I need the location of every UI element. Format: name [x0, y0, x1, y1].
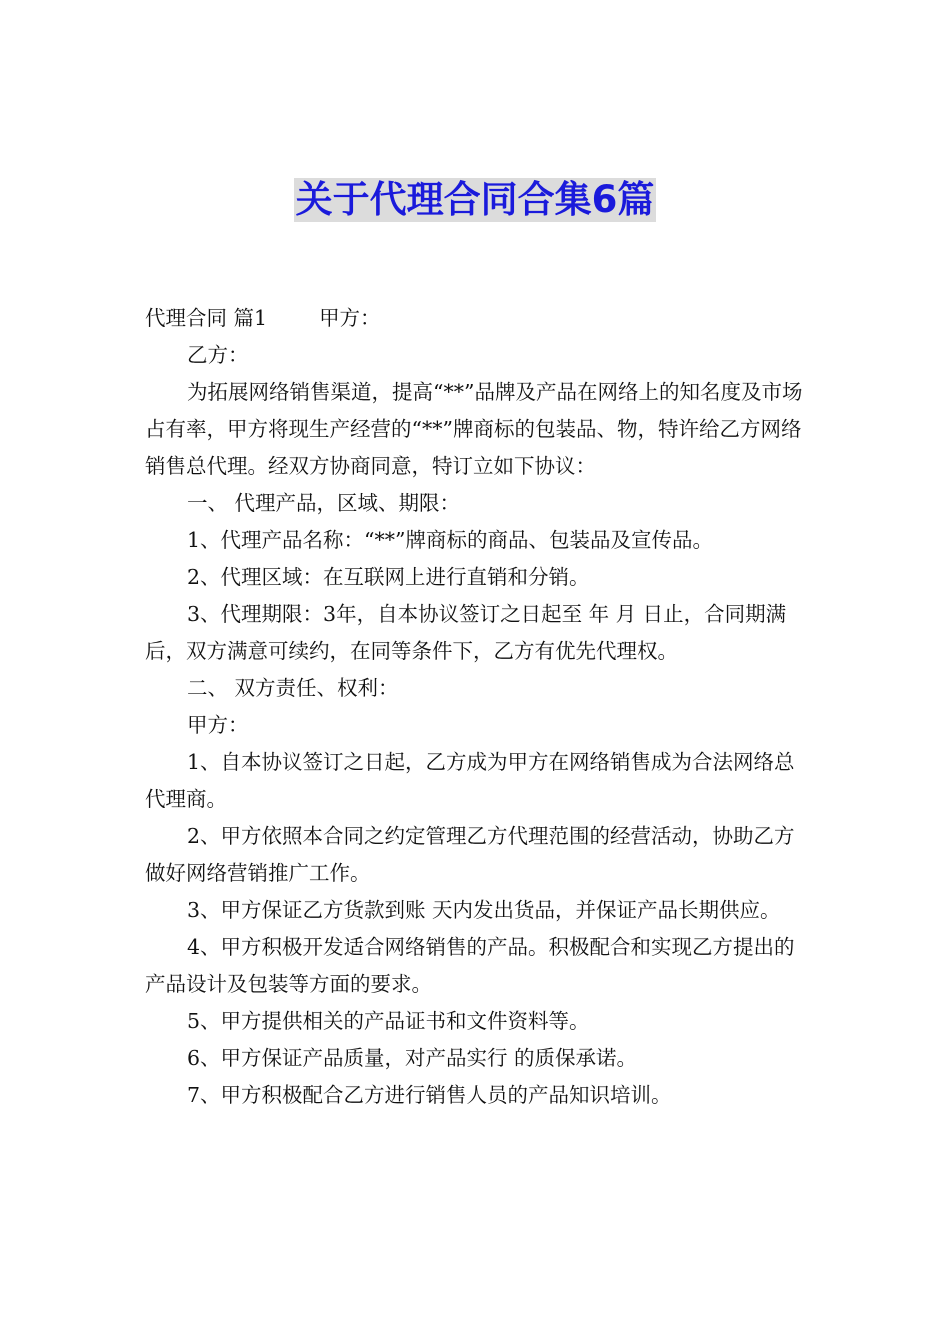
document-title: 关于代理合同合集6篇	[295, 178, 655, 221]
paragraph: 7、甲方积极配合乙方进行销售人员的产品知识培训。	[187, 1083, 672, 1107]
paragraph: 3、甲方保证乙方货款到账 天内发出货品，并保证产品长期供应。	[187, 898, 781, 922]
paragraph: 一、 代理产品，区域、期限：	[187, 491, 461, 515]
paragraph: 5、甲方提供相关的产品证书和文件资料等。	[187, 1009, 590, 1033]
section-title: 代理合同 篇1	[145, 306, 268, 330]
title-container	[0, 178, 950, 222]
paragraph: 乙方：	[187, 343, 249, 367]
paragraph: 2、代理区域：在互联网上进行直销和分销。	[187, 565, 590, 589]
paragraph: 4、甲方积极开发适合网络销售的产品。积极配合和实现乙方提出的产品设计及包装等方面的要求。	[145, 935, 795, 996]
paragraph: 3、代理期限：3年，自本协议签订之日起至 年 月 日止，合同期满后，双方满意可续约，在同等条件下，乙方有优先代理权。	[145, 602, 787, 663]
paragraph: 6、甲方保证产品质量，对产品实行 的质保承诺。	[187, 1046, 638, 1070]
paragraph: 为拓展网络销售渠道，提高“**”品牌及产品在网络上的知名度及市场占有率，甲方将现生产经营的“**”牌商标的包装品、物，特许给乙方网络销售总代理。经双方协商同意，特订立如下协议：	[145, 380, 803, 478]
paragraph: 1、代理产品名称：“**”牌商标的商品、包装品及宣传品。	[187, 528, 714, 552]
paragraph-heading	[145, 300, 810, 337]
paragraph: 2、甲方依照本合同之约定管理乙方代理范围的经营活动，协助乙方做好网络营销推广工作。	[145, 824, 795, 885]
document-body	[145, 300, 810, 1114]
paragraph: 甲方：	[187, 713, 249, 737]
paragraph: 1、自本协议签订之日起，乙方成为甲方在网络销售成为合法网络总代理商。	[145, 750, 795, 811]
party-a-label: 甲方：	[319, 306, 381, 330]
paragraph: 二、 双方责任、权利：	[187, 676, 399, 700]
